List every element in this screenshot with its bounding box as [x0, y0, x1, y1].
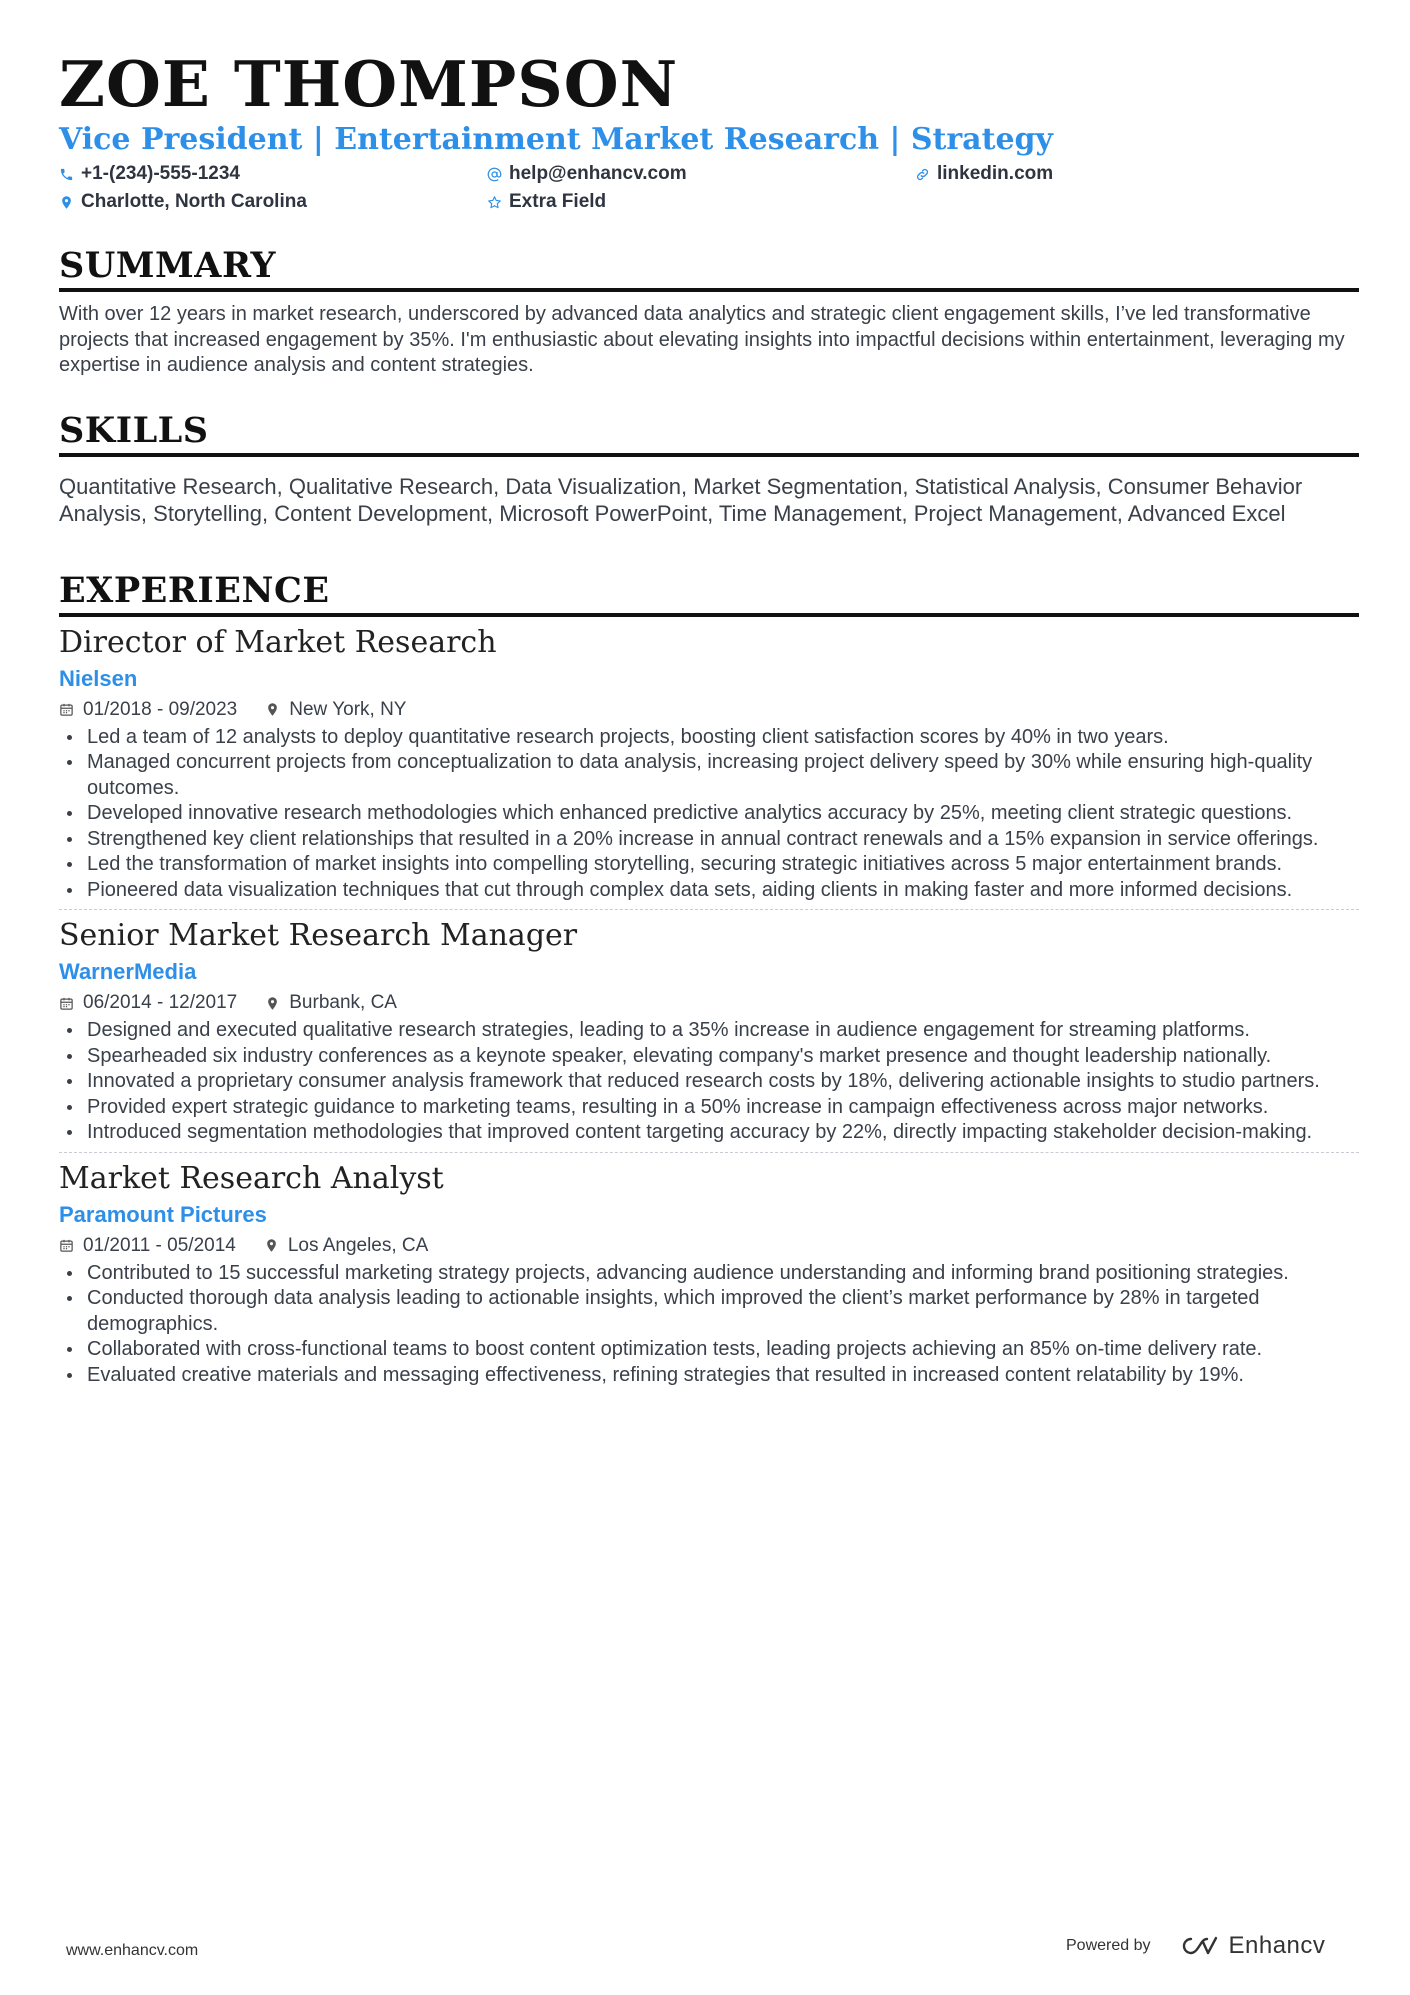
job-company: WarnerMedia — [59, 959, 197, 984]
job-meta — [59, 1233, 1359, 1259]
enhancv-logo-text: Enhancv — [1228, 1932, 1326, 1959]
candidate-headline: Vice President | Entertainment Market Research | Strategy — [59, 122, 1053, 157]
location-text: Charlotte, North Carolina — [81, 191, 307, 212]
job-dates — [59, 1235, 236, 1257]
map-pin-icon — [265, 996, 280, 1011]
job-entry — [59, 625, 1359, 911]
star-icon — [487, 195, 502, 210]
resume-page — [59, 46, 1359, 1394]
job-location-text: New York, NY — [289, 698, 407, 720]
job-bullet: Conducted thorough data analysis leading to actionable insights, which improved the client’s market performance by 28% in targeted demographics. — [59, 1286, 1359, 1337]
job-company: Paramount Pictures — [59, 1201, 267, 1227]
link-icon — [915, 167, 930, 182]
candidate-name: ZOE THOMPSON — [59, 47, 679, 121]
email-text[interactable]: help@enhancv.com — [509, 163, 687, 184]
job-bullet: Contributed to 15 successful marketing strategy projects, advancing audience understanding and informing brand positioning strategies. — [59, 1261, 1359, 1287]
job-bullet: Innovated a proprietary consumer analysis framework that reduced research costs by 18%, delivering actionable insights to studio partners. — [59, 1069, 1359, 1095]
job-bullet: Provided expert strategic guidance to marketing teams, resulting in a 50% increase in campaign effectiveness across major networks. — [59, 1095, 1359, 1121]
footer-website[interactable]: www.enhancv.com — [66, 1942, 199, 1959]
job-bullet: Collaborated with cross-functional teams to boost content optimization tests, leading projects achieving an 85% on-time delivery rate. — [59, 1337, 1359, 1363]
job-bullet: Pioneered data visualization techniques that cut through complex data sets, aiding clients in making faster and more informed decisions. — [59, 878, 1359, 904]
contact-phone — [59, 162, 487, 186]
job-bullet: Designed and executed qualitative research strategies, leading to a 35% increase in audience engagement for streaming platforms. — [59, 1018, 1359, 1044]
at-icon — [487, 167, 502, 182]
job-entry — [59, 1161, 1359, 1395]
job-bullets — [59, 725, 1359, 904]
job-meta — [59, 697, 1359, 723]
job-location — [265, 992, 397, 1014]
footer-branding — [1066, 1932, 1325, 1960]
job-bullet: Strengthened key client relationships that resulted in a 20% increase in annual contract renewals and a 15% expansion in service offerings. — [59, 827, 1359, 853]
job-bullet: Managed concurrent projects from conceptualization to data analysis, increasing project delivery speed by 30% while ensuring high-quality outcomes. — [59, 750, 1359, 801]
job-bullets — [59, 1018, 1359, 1146]
powered-by-label: Powered by — [1066, 1937, 1151, 1954]
job-company: Nielsen — [59, 665, 138, 691]
experience-heading: EXPERIENCE — [59, 571, 1359, 617]
job-location-text: Burbank, CA — [289, 992, 397, 1013]
job-location — [264, 1235, 428, 1257]
job-bullet: Introduced segmentation methodologies that improved content targeting accuracy by 22%, directly impacting stakeholder decision-making. — [59, 1120, 1359, 1146]
calendar-icon — [59, 1238, 74, 1253]
job-location-text: Los Angeles, CA — [287, 1234, 429, 1256]
job-entry — [59, 918, 1359, 1153]
enhancv-logo[interactable] — [1177, 1932, 1326, 1960]
calendar-icon — [59, 996, 74, 1011]
job-title: Senior Market Research Manager — [59, 918, 578, 953]
phone-text: +1-(234)-555-1234 — [81, 163, 240, 184]
job-title: Director of Market Research — [59, 624, 497, 660]
contact-location — [59, 190, 487, 214]
map-pin-icon — [265, 702, 280, 717]
contact-extra — [487, 190, 915, 214]
job-bullet: Led the transformation of market insights into compelling storytelling, securing strategic initiatives across 5 major entertainment brands. — [59, 852, 1359, 878]
enhancv-logo-icon — [1177, 1934, 1219, 1958]
job-dates-text: 06/2014 - 12/2017 — [83, 992, 238, 1013]
job-dates-text: 01/2018 - 09/2023 — [83, 698, 238, 720]
job-bullet: Developed innovative research methodologies which enhanced predictive analytics accuracy by 25%, meeting client strategic questions. — [59, 801, 1359, 827]
linkedin-text[interactable]: linkedin.com — [937, 163, 1054, 184]
summary-heading: SUMMARY — [59, 246, 1359, 292]
job-dates-text: 01/2011 - 05/2014 — [83, 1234, 236, 1256]
job-meta — [59, 990, 1359, 1016]
contact-linkedin[interactable] — [915, 162, 1215, 186]
job-bullet: Spearheaded six industry conferences as a keynote speaker, elevating company's market presence and thought leadership nationally. — [59, 1044, 1359, 1070]
job-bullet: Led a team of 12 analysts to deploy quantitative research projects, boosting client satisfaction scores by 40% in two years. — [59, 725, 1359, 751]
job-bullets — [59, 1261, 1359, 1389]
map-pin-icon — [59, 195, 74, 210]
extra-field-text: Extra Field — [509, 191, 607, 212]
job-location — [265, 699, 406, 721]
contact-email[interactable] — [487, 162, 915, 186]
summary-text: With over 12 years in market research, underscored by advanced data analytics and strategic client engagement skills, I’ve led transformative projects that increased engagement by 35%. I'm enthusiastic about elevating insights into impactful decisions within entertainment, leveraging my expertise in audience analysis and content strategies. — [59, 303, 1345, 376]
job-dates — [59, 699, 237, 721]
calendar-icon — [59, 702, 74, 717]
skills-heading: SKILLS — [59, 411, 1359, 457]
job-bullet: Evaluated creative materials and messaging effectiveness, refining strategies that resulted in increased content relatability by 19%. — [59, 1363, 1359, 1389]
contact-info — [59, 162, 1359, 214]
job-dates — [59, 992, 237, 1014]
experience-list — [59, 625, 1359, 1395]
phone-icon — [59, 167, 74, 182]
map-pin-icon — [264, 1238, 279, 1253]
skills-list: Quantitative Research, Qualitative Research, Data Visualization, Market Segmentation, Statistical Analysis, Consumer Behavior Analysis, Storytelling, Content Development, Microsoft PowerPoint, Time Management, Project Management, Advanced Excel — [59, 473, 1303, 526]
job-title: Market Research Analyst — [59, 1160, 444, 1196]
